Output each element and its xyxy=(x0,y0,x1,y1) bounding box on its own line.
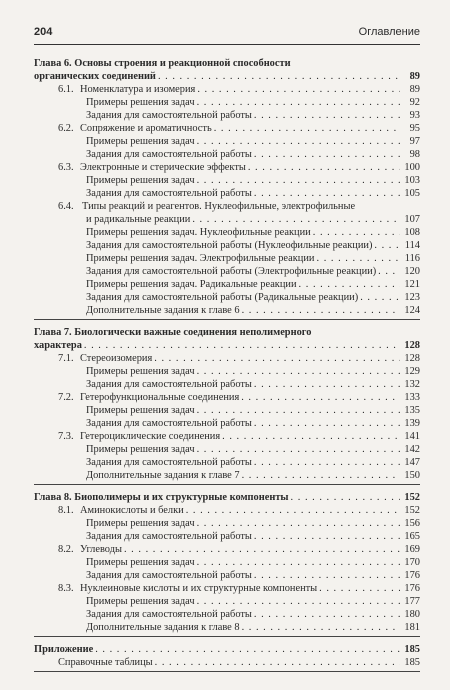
dot-leader xyxy=(291,491,400,504)
subsection-title: Дополнительные задания к главе 6 xyxy=(86,305,240,316)
dot-leader xyxy=(158,70,400,83)
dot-leader xyxy=(254,608,400,621)
chapter-title-line: Глава 7. Биологически важные соединения неполимерного xyxy=(34,327,312,338)
page-ref: 89 xyxy=(409,71,420,82)
dot-leader xyxy=(154,352,400,365)
chapter-entry xyxy=(34,339,420,352)
dot-leader xyxy=(155,656,400,669)
page-ref: 177 xyxy=(404,596,420,607)
subsection-title: Примеры решения задач xyxy=(86,596,195,607)
dot-leader xyxy=(248,161,400,174)
subsection-title: Задания для самостоятельной работы xyxy=(86,379,252,390)
subsection-entry xyxy=(34,530,420,543)
subsection-title: Задания для самостоятельной работы xyxy=(86,110,252,121)
page-ref: 147 xyxy=(404,457,420,468)
dot-leader xyxy=(254,530,400,543)
page-ref: 181 xyxy=(404,622,420,633)
page-ref: 170 xyxy=(404,557,420,568)
page-ref: 100 xyxy=(404,162,420,173)
toc-chapter xyxy=(34,55,420,320)
chapter-title: Глава 8. Биополимеры и их структурные компоненты xyxy=(34,492,289,503)
subsection-title: Задания для самостоятельной работы xyxy=(86,418,252,429)
subsection-title: Примеры решения задач xyxy=(86,557,195,568)
dot-leader xyxy=(197,595,400,608)
page-ref: 108 xyxy=(404,227,420,238)
section-title-text: Углеводы xyxy=(80,544,122,555)
section-number: 7.2. xyxy=(58,392,74,403)
dot-leader xyxy=(197,556,400,569)
page-ref: 89 xyxy=(409,84,420,95)
subsection-title: Примеры решения задач xyxy=(86,136,195,147)
dot-leader xyxy=(374,239,400,252)
dot-leader xyxy=(84,339,400,352)
section-title-text: Гетерофункциональные соединения xyxy=(80,392,240,403)
section-title-text: Справочные таблицы xyxy=(58,657,153,668)
subsection-entry xyxy=(34,96,420,109)
dot-leader xyxy=(197,83,400,96)
dot-leader xyxy=(254,109,400,122)
chapter-title: Приложение xyxy=(34,644,94,655)
subsection-title: Задания для самостоятельной работы xyxy=(86,531,252,542)
section-entry xyxy=(34,543,420,556)
section-title-text: Стереоизомерия xyxy=(80,353,153,364)
subsection-entry xyxy=(34,109,420,122)
dot-leader xyxy=(197,517,400,530)
dot-leader xyxy=(197,96,400,109)
subsection-title: Дополнительные задания к главе 7 xyxy=(86,470,240,481)
subsection-entry xyxy=(34,226,420,239)
subsection-title: Задания для самостоятельной работы xyxy=(86,457,252,468)
subsection-title: Примеры решения задач xyxy=(86,444,195,455)
subsection-entry xyxy=(34,417,420,430)
section-entry xyxy=(34,582,420,595)
page-ref: 107 xyxy=(404,214,420,225)
section-title xyxy=(58,504,184,517)
page-ref: 103 xyxy=(404,175,420,186)
subsection-title: Примеры решения задач. Электрофильные реакции xyxy=(86,253,315,264)
subsection-entry xyxy=(34,239,420,252)
page-ref: 120 xyxy=(404,266,420,277)
dot-leader xyxy=(197,135,400,148)
dot-leader xyxy=(254,417,400,430)
section-title xyxy=(58,656,153,669)
page-ref: 105 xyxy=(404,188,420,199)
page-ref: 97 xyxy=(409,136,420,147)
section-title-continued: и радикальные реакции xyxy=(86,214,191,225)
dot-leader xyxy=(254,569,400,582)
page-ref: 128 xyxy=(404,340,420,351)
toc-chapter xyxy=(34,489,420,637)
dot-leader xyxy=(197,365,400,378)
dot-leader xyxy=(378,265,400,278)
dot-leader xyxy=(319,582,400,595)
subsection-entry xyxy=(34,365,420,378)
section-entry xyxy=(34,352,420,365)
subsection-entry xyxy=(34,404,420,417)
subsection-entry xyxy=(34,278,420,291)
chapter-entry xyxy=(34,491,420,504)
section-title xyxy=(58,83,195,96)
section-title xyxy=(58,391,239,404)
page-ref: 133 xyxy=(404,392,420,403)
section-title-text: Аминокислоты и белки xyxy=(80,505,184,516)
page-ref: 142 xyxy=(404,444,420,455)
page-ref: 129 xyxy=(404,366,420,377)
dot-leader xyxy=(186,504,400,517)
table-of-contents xyxy=(34,55,420,676)
subsection-entry xyxy=(34,517,420,530)
section-entry xyxy=(34,504,420,517)
subsection-entry xyxy=(34,135,420,148)
subsection-entry xyxy=(34,469,420,482)
dot-leader xyxy=(197,443,400,456)
section-entry xyxy=(34,213,420,226)
dot-leader xyxy=(242,621,400,634)
section-entry xyxy=(34,161,420,174)
page-ref: 124 xyxy=(404,305,420,316)
subsection-entry xyxy=(34,252,420,265)
section-entry xyxy=(34,430,420,443)
dot-leader xyxy=(317,252,401,265)
chapter-entry xyxy=(34,643,420,656)
section-entry xyxy=(34,656,420,669)
page-ref: 139 xyxy=(404,418,420,429)
subsection-entry xyxy=(34,148,420,161)
chapter-title-line: Глава 6. Основы строения и реакционной способности xyxy=(34,58,291,69)
section-title-text: Гетероциклические соединения xyxy=(80,431,221,442)
subsection-entry xyxy=(34,595,420,608)
page-ref: 114 xyxy=(404,240,420,251)
section-title xyxy=(58,122,212,135)
page-ref: 165 xyxy=(404,531,420,542)
page-number: 204 xyxy=(34,26,53,38)
dot-leader xyxy=(222,430,400,443)
running-title: Оглавление xyxy=(358,26,420,38)
section-entry xyxy=(34,122,420,135)
page-ref: 92 xyxy=(409,97,420,108)
dot-leader xyxy=(241,391,400,404)
subsection-title: Примеры решения задач. Радикальные реакции xyxy=(86,279,297,290)
section-title xyxy=(58,161,246,174)
section-title-text: Нуклеиновые кислоты и их структурные компоненты xyxy=(80,583,318,594)
subsection-title: Примеры решения задач xyxy=(86,405,195,416)
dot-leader xyxy=(197,404,400,417)
dot-leader xyxy=(254,148,400,161)
section-title-text: Номенклатура и изомерия xyxy=(80,84,196,95)
page-ref: 169 xyxy=(404,544,420,555)
section-title xyxy=(58,430,220,443)
toc-chapter xyxy=(34,324,420,485)
page-ref: 123 xyxy=(404,292,420,303)
page-ref: 128 xyxy=(404,353,420,364)
page-ref: 152 xyxy=(404,492,420,503)
page-ref: 180 xyxy=(404,609,420,620)
dot-leader xyxy=(214,122,400,135)
dot-leader xyxy=(299,278,400,291)
page-ref: 185 xyxy=(404,657,420,668)
page-ref: 141 xyxy=(404,431,420,442)
page-ref: 156 xyxy=(404,518,420,529)
section-number: 8.3. xyxy=(58,583,74,594)
dot-leader xyxy=(95,643,400,656)
subsection-title: Дополнительные задания к главе 8 xyxy=(86,622,240,633)
page-ref: 121 xyxy=(404,279,420,290)
subsection-title: Задания для самостоятельной работы xyxy=(86,609,252,620)
toc-chapter xyxy=(34,641,420,672)
section-number: 7.1. xyxy=(58,353,74,364)
page-ref: 185 xyxy=(404,644,420,655)
dot-leader xyxy=(254,456,400,469)
subsection-entry xyxy=(34,621,420,634)
section-number: 7.3. xyxy=(58,431,74,442)
dot-leader xyxy=(313,226,400,239)
page-ref: 176 xyxy=(404,583,420,594)
dot-leader xyxy=(197,174,400,187)
subsection-title: Задания для самостоятельной работы xyxy=(86,570,252,581)
subsection-title: Примеры решения задач xyxy=(86,366,195,377)
subsection-entry xyxy=(34,378,420,391)
section-number: 6.4. xyxy=(58,201,74,212)
section-number: 6.3. xyxy=(58,162,74,173)
subsection-title: Примеры решения задач xyxy=(86,97,195,108)
subsection-entry xyxy=(34,569,420,582)
dot-leader xyxy=(254,187,400,200)
page-ref: 93 xyxy=(409,110,420,121)
dot-leader xyxy=(242,469,400,482)
subsection-title: Примеры решения задач xyxy=(86,518,195,529)
page-ref: 98 xyxy=(409,149,420,160)
subsection-entry xyxy=(34,291,420,304)
page-ref: 135 xyxy=(404,405,420,416)
subsection-title: Задания для самостоятельной работы (Нуклеофильные реакции) xyxy=(86,240,373,251)
subsection-title: Задания для самостоятельной работы (Электрофильные реакции) xyxy=(86,266,377,277)
section-number: 6.1. xyxy=(58,84,74,95)
subsection-entry xyxy=(34,608,420,621)
page-ref: 176 xyxy=(404,570,420,581)
page-header xyxy=(34,26,420,45)
section-title xyxy=(58,582,317,595)
section-title-text: Сопряжение и ароматичность xyxy=(80,123,212,134)
page-ref: 150 xyxy=(404,470,420,481)
dot-leader xyxy=(192,213,400,226)
subsection-title: Задания для самостоятельной работы xyxy=(86,149,252,160)
chapter-title: характера xyxy=(34,340,82,351)
subsection-entry xyxy=(34,556,420,569)
subsection-entry xyxy=(34,187,420,200)
dot-leader xyxy=(360,291,400,304)
subsection-entry xyxy=(34,456,420,469)
dot-leader xyxy=(242,304,400,317)
subsection-title: Задания для самостоятельной работы xyxy=(86,188,252,199)
section-title xyxy=(58,352,152,365)
subsection-title: Примеры решения задач. Нуклеофильные реакции xyxy=(86,227,311,238)
section-title: Типы реакций и реагентов. Нуклеофильные, электрофильные xyxy=(82,201,356,212)
subsection-entry xyxy=(34,265,420,278)
subsection-entry xyxy=(34,443,420,456)
section-number: 8.1. xyxy=(58,505,74,516)
chapter-title: органических соединений xyxy=(34,71,156,82)
page-ref: 95 xyxy=(409,123,420,134)
page-ref: 152 xyxy=(404,505,420,516)
page-ref: 132 xyxy=(404,379,420,390)
section-number: 8.2. xyxy=(58,544,74,555)
dot-leader xyxy=(254,378,400,391)
section-title xyxy=(58,543,122,556)
chapter-entry xyxy=(34,70,420,83)
page-ref: 116 xyxy=(404,253,420,264)
section-entry xyxy=(34,391,420,404)
subsection-entry xyxy=(34,304,420,317)
subsection-entry xyxy=(34,174,420,187)
subsection-title: Примеры решения задач xyxy=(86,175,195,186)
section-number: 6.2. xyxy=(58,123,74,134)
section-title-text: Электронные и стерические эффекты xyxy=(80,162,246,173)
dot-leader xyxy=(124,543,400,556)
section-entry xyxy=(34,83,420,96)
section-title-line xyxy=(34,200,420,213)
subsection-title: Задания для самостоятельной работы (Радикальные реакции) xyxy=(86,292,359,303)
